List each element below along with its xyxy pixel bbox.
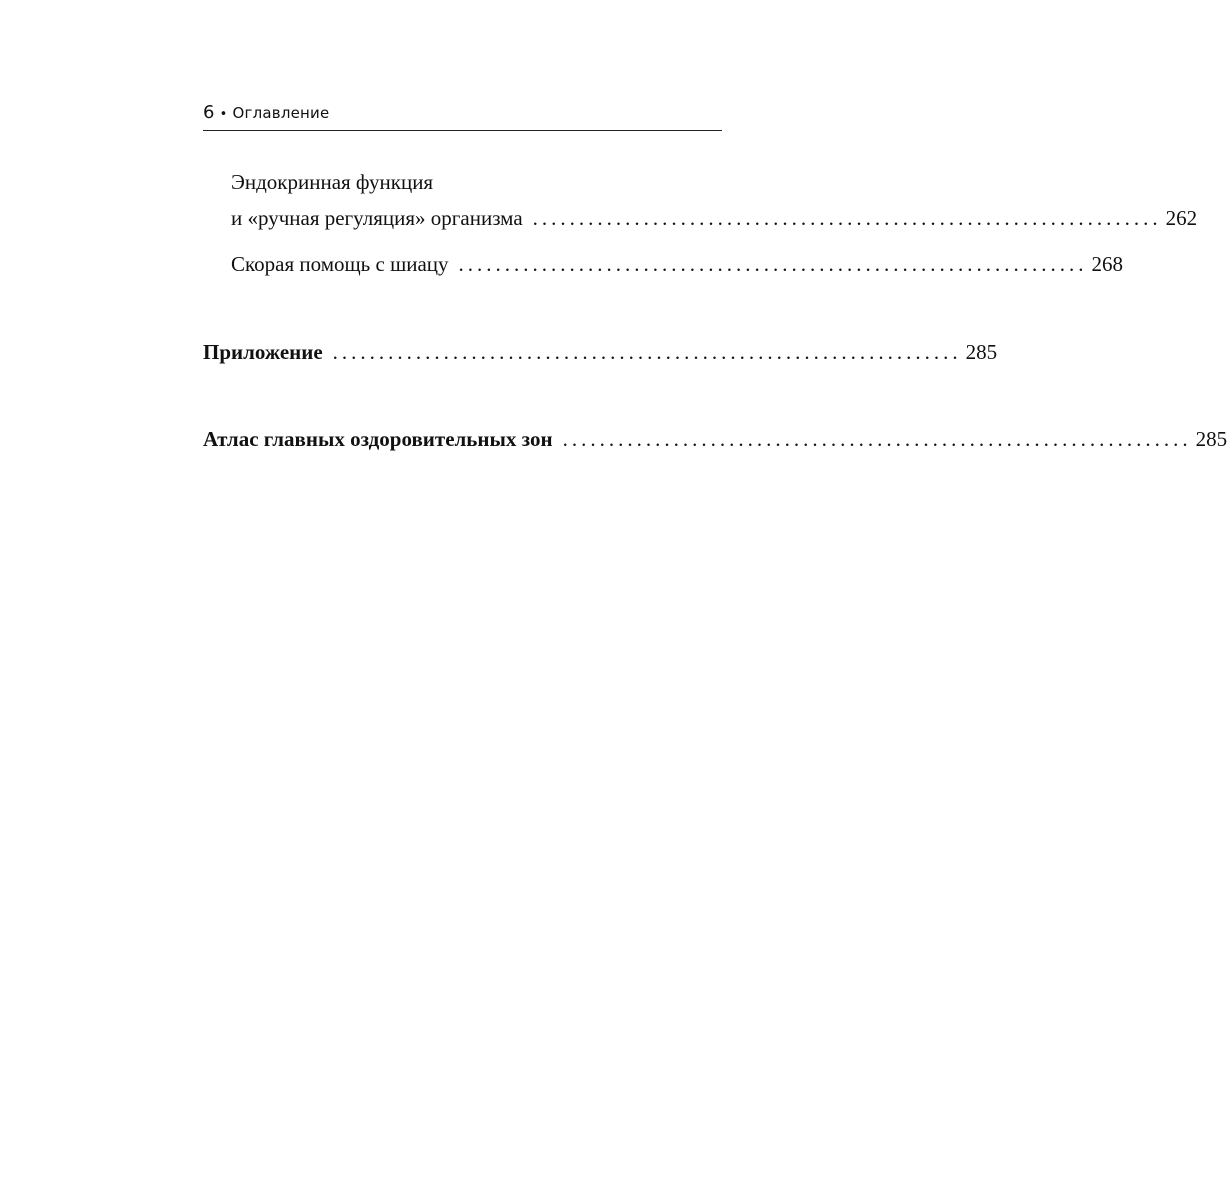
toc-entry-line (203, 334, 998, 370)
dot-leader: .................................................................... (562, 427, 1192, 451)
toc-entry-appendix[interactable] (203, 334, 998, 370)
toc-entry-page: 262 (1165, 206, 1198, 230)
dot-leader: .................................................................... (332, 340, 962, 364)
running-header (203, 100, 722, 131)
header-bullet: • (219, 107, 228, 122)
toc-entry-label: Атлас главных оздоровительных зон (203, 427, 553, 451)
dot-leader: .................................................................... (532, 206, 1162, 230)
toc-entry-label: Приложение (203, 340, 323, 364)
header-section-title: Оглавление (232, 104, 330, 122)
toc-entry-line (203, 421, 1227, 457)
toc-entry-atlas[interactable] (203, 421, 1227, 457)
toc-entry-label: и «ручная регуляция» организма (231, 206, 523, 230)
dot-leader: .................................................................... (458, 252, 1088, 276)
toc-entry-line (231, 200, 1198, 236)
toc-entry-first-aid[interactable] (203, 246, 1124, 282)
toc-entry-endocrine[interactable] (203, 164, 1198, 236)
toc-entry-line (231, 246, 1124, 282)
header-page-number: 6 (203, 102, 215, 123)
toc-entry-page: 268 (1091, 252, 1124, 276)
toc-entry-page: 285 (1195, 427, 1227, 451)
toc-entry-line (231, 164, 722, 200)
toc-entry-label: Скорая помощь с шиацу (231, 252, 449, 276)
toc-entry-label: Эндокринная функция (231, 170, 434, 194)
toc-entry-page: 285 (965, 340, 998, 364)
